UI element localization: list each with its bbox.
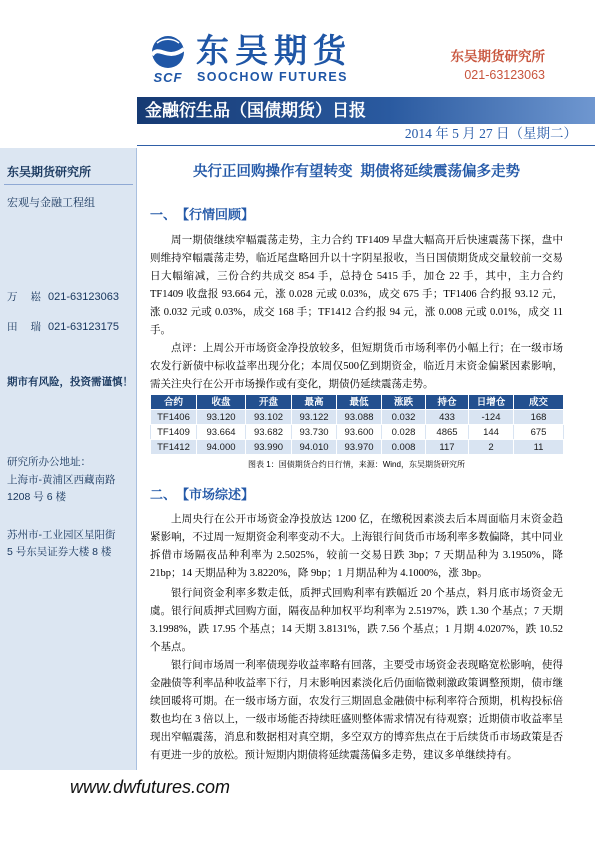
section-title: 【市场综述】 [176,487,255,502]
section-number: 一、 [150,207,177,222]
table-cell: 94.010 [292,440,337,455]
table-cell: 93.122 [292,410,337,425]
table-header-cell: 日增仓 [469,395,514,410]
table-cell: 4865 [426,425,469,440]
address-line: 苏州市-工业园区星阳街 [7,529,116,541]
table-cell: -124 [469,410,514,425]
header-institute: 东吴期货研究所 [450,49,545,64]
table-cell: 93.990 [246,440,292,455]
address-line: 上海市-黄浦区西藏南路 [7,474,116,486]
section-number: 二、 [150,487,177,502]
table-cell: 675 [514,425,564,440]
analyst-name: 田 瑞 [7,321,41,333]
scf-logo-icon [145,35,191,85]
table-row [151,440,564,455]
table-cell: 0.008 [382,440,426,455]
main-content [150,160,563,765]
sidebar-institute: 东吴期货研究所 [7,165,92,179]
table-cell: 0.032 [382,410,426,425]
table-caption: 图表 1：国债期货合约日行情，来源：Wind，东吴期货研究所 [248,460,465,469]
table-header [151,395,564,410]
table-cell: 168 [514,410,564,425]
table-header-cell: 收盘 [197,395,246,410]
table-header-cell: 最低 [337,395,382,410]
table-header-cell: 持仓 [426,395,469,410]
report-type-title: 金融衍生品（国债期货）日报 [145,101,366,120]
paragraph: 点评：上周公开市场资金净投放较多，但短期货币市场利率仍小幅上行；在一级市场农发行新债中标收益率出现分化；本周仅500亿到期资金，临近月末资金偏紧因素影响，需关注央行在公开市场操作或有变化，期债仍延续震荡走势。 [150,343,563,390]
section-heading [150,208,563,222]
table-cell: TF1406 [151,410,197,425]
address-line: 5 号东吴证券大楼 8 楼 [7,546,112,558]
analyst-phone: 021-63123063 [48,291,119,303]
table-body [151,410,564,455]
table-header-cell: 成交 [514,395,564,410]
table-header-cell: 合约 [151,395,197,410]
analyst-name: 万 崧 [7,291,41,303]
table-cell: 93.088 [337,410,382,425]
table-header-cell: 最高 [292,395,337,410]
section-title: 【行情回顾】 [176,207,255,222]
analyst-phone: 021-63123175 [48,321,119,333]
address-label: 研究所办公地址： [7,456,91,468]
table-cell: 0.028 [382,425,426,440]
risk-warning: 期市有风险，投资需谨慎！ [7,376,133,388]
table-header-row [151,395,564,410]
paragraph: 银行间资金利率多数走低，质押式回购利率有跌幅近 20 个基点，料月底市场资金无虞。银行间质押式回购方面，隔夜品种加权平均利率为 2.5197%，跌 1.30 个基点；7 天期 3.1998%，跌 17.95 个基点；14 天期 3.8131%，跌 7.56 个基点；1 月期 4.0207%，跌 10.52 个基点。 [150,588,563,653]
analyst-contact [7,320,119,334]
report-type-bar [137,97,595,124]
section-heading [150,488,563,502]
article-title: 央行正回购操作有望转变 期债将延续震荡偏多走势 [192,164,521,180]
sidebar-group: 宏观与金融工程组 [7,197,95,209]
table-cell: 117 [426,440,469,455]
address-line: 1208 号 6 楼 [7,491,66,503]
table-row [151,425,564,440]
table-cell: 93.730 [292,425,337,440]
table-row [151,410,564,425]
website-link[interactable]: www.dwfutures.com [70,777,231,797]
table-cell: 93.682 [246,425,292,440]
paragraph: 周一期债继续窄幅震荡走势，主力合约 TF1409 早盘大幅高开后快速震荡下探，盘中则维持窄幅震荡走势，临近尾盘略回升以十字阴星报收，当日国债期货成交量较前一交易日大幅缩减，三份合约共成交 854 手，总持仓 5415 手，加仓 22 手，其中，主力合约 TF1409 收盘报 93.664 元，涨 0.028 元或 0.03%，成交 675 手；TF1406 合约报 93.12 元，涨 0.032 元或 0.03%，成交 168 手；TF1412 合约报 94 元，涨 0.008 元或 0.01%，成交 11 手。 [150,235,563,336]
table-cell: 2 [469,440,514,455]
table-cell: 93.120 [197,410,246,425]
analyst-contact [7,290,119,304]
logo-mark-text: SCF [153,70,183,85]
table-cell: 93.600 [337,425,382,440]
sidebar-divider [4,184,133,185]
futures-quote-table [150,394,564,455]
table-header-cell: 开盘 [246,395,292,410]
paragraph: 银行间市场周一利率债现券收益率略有回落，主要受市场资金表现略宽松影响，使得金融债等利率品种收益率下行，月末影响因素淡化后仍面临微刺激政策调整预期，债市继续回暖将可期。在一级市场方面，农发行三期固息金融债中标利率符合预期，机构投标倍数也均在 3 倍以上，一级市场能否持续旺盛则整体需求情况有待观察；近期债市收益率呈现出窄幅震荡，消息和数据相对真空期，多空双方的博弈焦点在于后续货币市场政策是否有更进一步的放松。预计短期内期债将延续震荡偏多走势，建议多单继续持有。 [150,660,563,761]
logo-company-name: 东吴期货 [196,32,352,69]
table-header-cell: 涨跌 [382,395,426,410]
table-cell: 144 [469,425,514,440]
report-date: 2014 年 5 月 27 日（星期二） [404,126,577,141]
table-cell: 93.102 [246,410,292,425]
table-cell: 93.970 [337,440,382,455]
table-cell: 11 [514,440,564,455]
table-cell: TF1412 [151,440,197,455]
table-cell: 433 [426,410,469,425]
table-cell: 94.000 [197,440,246,455]
logo-company-name-en: SOOCHOW FUTURES [197,70,348,84]
table-cell: 93.664 [197,425,246,440]
table-cell: TF1409 [151,425,197,440]
header-phone: 021-63123063 [464,68,545,82]
header-divider [137,145,595,146]
paragraph: 上周央行在公开市场资金净投放达 1200 亿，在缴税因素淡去后本周面临月末资金趋紧影响，不过周一短期资金利率变动不大。上海银行间货币市场利率多数偏降，其中同业拆借市场隔夜品种利率为 2.5025%，较前一交易日跌 3bp；7 天期品种为 3.1950%，降 21bp；14 天期品种为 3.8220%，降 9bp；1 月期品种为 4.1000%，涨 3bp。 [150,514,563,579]
